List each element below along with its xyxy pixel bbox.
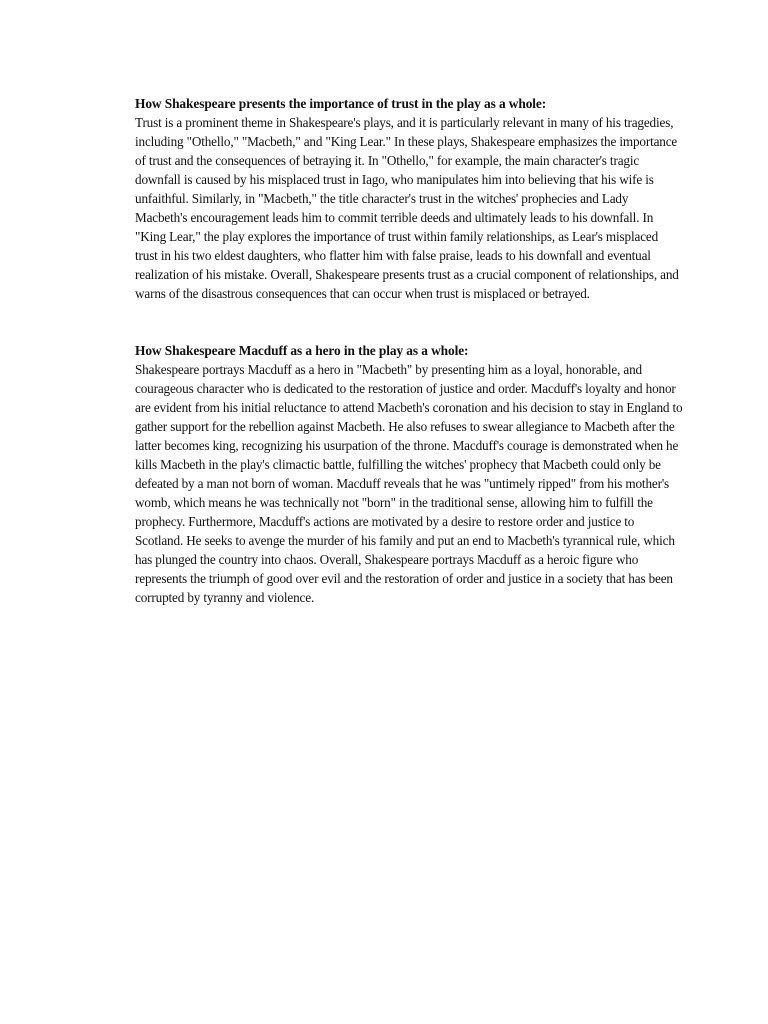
section-body-macduff: Shakespeare portrays Macduff as a hero in "Macbeth" by presenting him as a loyal, honorable, and courageous character who is dedicated to the restoration of justice and order. Macduff's loyalty and honor are evident from his initial reluctance to attend Macbeth's coronation and his decision to stay in England to gather support for the rebellion against Macbeth. He also refuses to swear allegiance to Macbeth after the latter becomes king, recognizing his usurpation of the throne. Macduff's courage is demonstrated when he kills Macbeth in the play's climactic battle, fulfilling the witches' prophecy that Macbeth could only be defeated by a man not born of woman. Macduff reveals that he was "untimely ripped" from his mother's womb, which means he was technically not "born" in the traditional sense, allowing him to fulfill the prophecy. Furthermore, Macduff's actions are motivated by a desire to restore order and justice to Scotland. He seeks to avenge the murder of his family and put an end to Macbeth's tyrannical rule, which has plunged the country into chaos. Overall, Shakespeare portrays Macduff as a heroic figure who represents the triumph of good over evil and the restoration of order and justice in a society that has been corrupted by tyranny and violence. [135,362,683,605]
document-page [135,94,683,607]
section-trust [135,94,683,303]
section-macduff [135,341,683,607]
section-body-trust: Trust is a prominent theme in Shakespeare's plays, and it is particularly relevant in many of his tragedies, including "Othello," "Macbeth," and "King Lear." In these plays, Shakespeare emphasizes the importance of trust and the consequences of betraying it. In "Othello," for example, the main character's tragic downfall is caused by his misplaced trust in Iago, who manipulates him into believing that his wife is unfaithful. Similarly, in "Macbeth," the title character's trust in the witches' prophecies and Lady Macbeth's encouragement leads him to commit terrible deeds and ultimately leads to his downfall. In "King Lear," the play explores the importance of trust within family relationships, as Lear's misplaced trust in his two eldest daughters, who flatter him with false praise, leads to his downfall and eventual realization of his mistake. Overall, Shakespeare presents trust as a crucial component of relationships, and warns of the disastrous consequences that can occur when trust is misplaced or betrayed. [135,115,679,301]
section-heading-trust: How Shakespeare presents the importance of trust in the play as a whole: [135,96,547,111]
section-heading-macduff: How Shakespeare Macduff as a hero in the play as a whole: [135,343,469,358]
